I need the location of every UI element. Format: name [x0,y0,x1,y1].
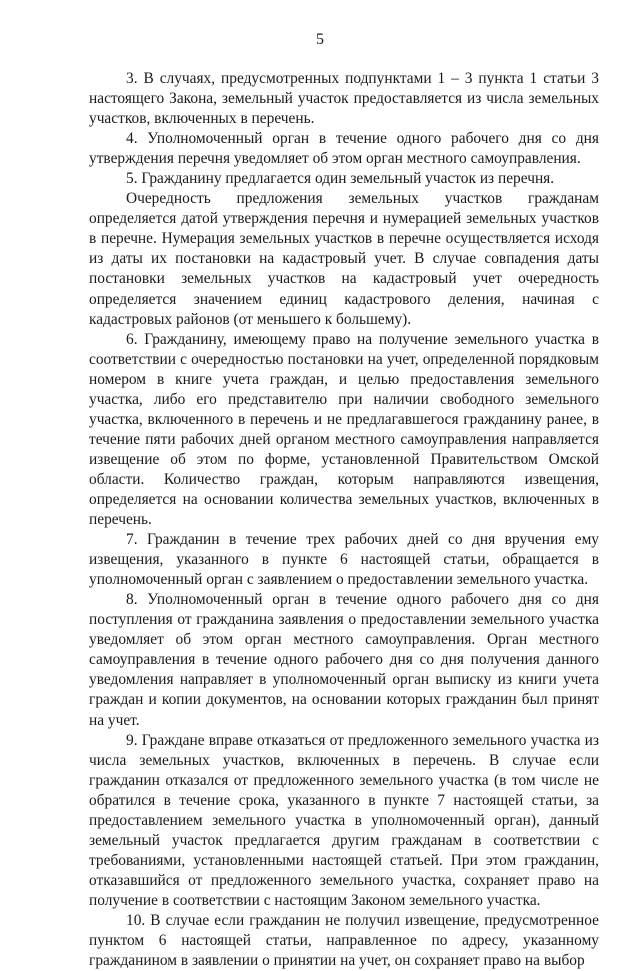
paragraph-item-9: 9. Граждане вправе отказаться от предложенного земельного участка из числа земельных участков, включенных в перечень. В случае если гражданин отказался от предложенного земельного участка (в том числе не обратился в течение срока, указанного в пункте 7 настоящей статьи, за предоставлением земельного участка в уполномоченный орган), данный земельный участок предлагается другим гражданам в соответствии с требованиями, установленными настоящей статьей. При этом гражданин, отказавшийся от предложенного земельного участка, сохраняет право на получение в соответствии с настоящим Законом земельного участка. [89,731,599,909]
page-number: 5 [316,31,324,48]
paragraph-queue-order: Очередность предложения земельных участков гражданам определяется датой утверждения перечня и нумерацией земельных участков в перечне. Нумерация земельных участков в перечне осуществляется исходя из даты их постановки на кадастровый учет. В случае совпадения даты постановки земельных участков на кадастровый учет очередность определяется значением единиц кадастрового деления, начиная с кадастровых районов (от меньшего к большему). [89,190,599,328]
document-body [89,69,599,971]
paragraph-item-8: 8. Уполномоченный орган в течение одного рабочего дня со дня поступления от гражданина заявления о предоставлении земельного участка уведомляет об этом орган местного самоуправления. Орган местного самоуправления в течение одного рабочего дня со дня получения данного уведомления направляет в уполномоченный орган выписку из книги учета граждан и копии документов, на основании которых гражданин был принят на учет. [89,591,599,729]
paragraph-item-6: 6. Гражданину, имеющему право на получение земельного участка в соответствии с очередностью постановки на учет, определенной порядковым номером в книге учета граждан, и целью предоставления земельного участка, либо его представителю при наличии свободного земельного участка, включенного в перечень и не предлагавшегося гражданину ранее, в течение пяти рабочих дней органом местного самоуправления направляется извещение об этом по форме, установленной Правительством Омской области. Количество граждан, которым направляются извещения, определяется на основании количества земельных участков, включенных в перечень. [89,330,599,529]
paragraph-item-10: 10. В случае если гражданин не получил извещение, предусмотренное пунктом 6 настоящей статьи, направленное по адресу, указанному гражданином в заявлении о принятии на учет, он сохраняет право на выбор [89,911,599,970]
paragraph-item-3: 3. В случаях, предусмотренных подпунктами 1 – 3 пункта 1 статьи 3 настоящего Закона, земельный участок предоставляется из числа земельных участков, включенных в перечень. [89,70,599,128]
paragraph-item-7: 7. Гражданин в течение трех рабочих дней со дня вручения ему извещения, указанного в пункте 6 настоящей статьи, обращается в уполномоченный орган с заявлением о предоставлении земельного участка. [89,531,599,589]
paragraph-item-5: 5. Гражданину предлагается один земельный участок из перечня. [126,170,555,188]
paragraph-item-4: 4. Уполномоченный орган в течение одного рабочего дня со дня утверждения перечня уведомляет об этом орган местного самоуправления. [89,130,599,168]
